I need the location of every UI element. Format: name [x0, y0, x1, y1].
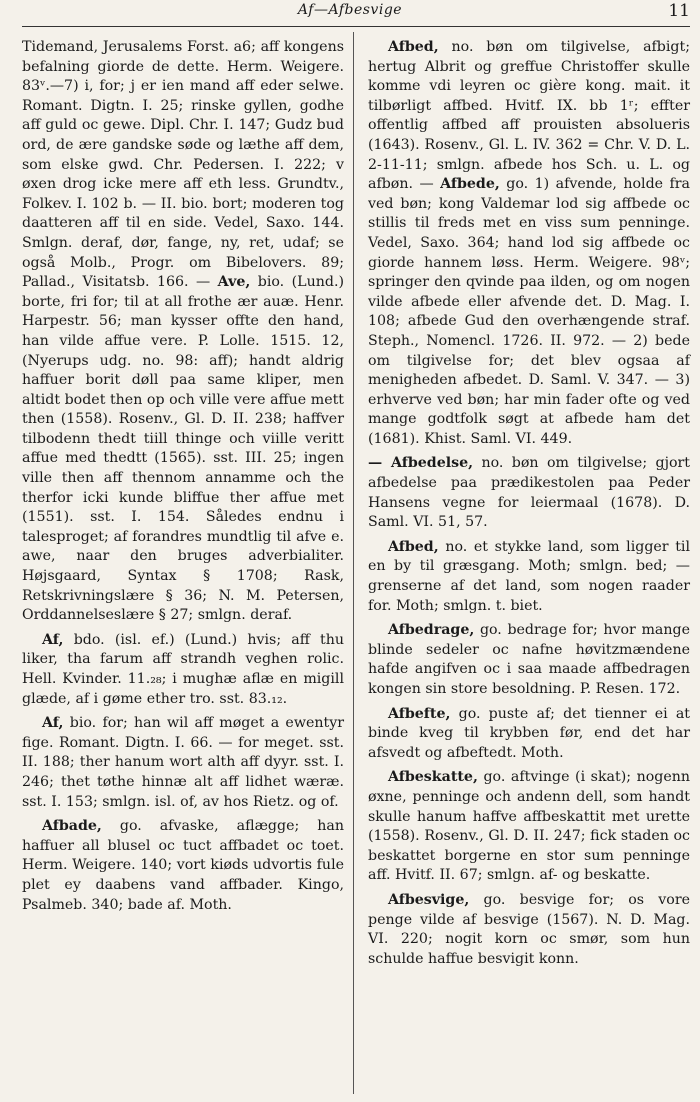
- headword: Afbesvige,: [388, 891, 470, 908]
- page-header: [0, 0, 700, 24]
- entry-text: bio. for; han wil aff møget a ewentyr fige. Romant. Digtn. I. 66. — for meget. sst. II. 188; ther hanum wort alth aff dyyr. sst. I. 246; thet tøthe hinnæ alt aff lidhet wæræ. sst. I. 153; smlgn. isl. of, av hos Rietz. og of.: [22, 715, 344, 810]
- entry-text: no. bøn om tilgivelse; gjort afbedelse paa prædikestolen paa Peder Hansens vegne for leiermaal (1678). D. Saml. VI. 51, 57.: [368, 455, 690, 531]
- headword: Afbed,: [388, 538, 439, 555]
- entry-afbedelse: [368, 454, 690, 532]
- headword: Ave,: [217, 274, 251, 291]
- entry-afbeskatte: [368, 768, 690, 886]
- entry-afbed-land: [368, 538, 690, 616]
- header-rule: [22, 26, 690, 27]
- right-column: [368, 38, 690, 974]
- entry-afbed: [368, 38, 690, 449]
- entry-text: no. et stykke land, som ligger til en by til græsgang. Moth; smlgn. bed; — grenserne af det land, som nogen raader for. Moth; smlgn. t. biet.: [368, 538, 690, 614]
- headword: — Afbedelse,: [368, 455, 474, 472]
- entry-af-bio: [22, 714, 344, 812]
- entry-text: go. afvaske, aflægge; han haffuer all blusel oc tuct affbadet oc toet. Herm. Weigere. 140; vort kiøds udvortis fule plet ey daabens vand affbader. Kingo, Psalmeb. 340; bade af. Moth.: [22, 818, 344, 913]
- headword: Afbefte,: [388, 705, 451, 722]
- entry-afbesvige: [368, 891, 690, 969]
- left-column: [22, 38, 344, 920]
- entry-text: bio. (Lund.) borte, fri for; til at all frothe ær auæ. Henr. Harpestr. 56; man kysser offte den hand, han vilde affue vere. P. Lolle. 1515. 12, (Nyerups udg. no. 98: aff); handt aldrig haffuer borit døll paa same kliper, men altidt bodet then op och ville vere affue mett then (1558). Rosenv., Gl. D. II. 238; haffver tilbodenn thedt tiill thinge och viille veritt affue med thedtt (1565). sst. III. 25; ingen ville then aff thennom annamme och the therfor icki kunde bliffue ther affue met (1551). sst. I. 154. Således endnu i talesproget; af forandres mundtlig til afve e. awe, naar den bruges adverbialiter. Højsgaard, Syntax § 1708; Rask, Retskrivningslære § 36; N. M. Petersen, Orddannelseslære § 27; smlgn. deraf.: [22, 274, 344, 624]
- headword: Afbade,: [42, 818, 102, 835]
- entry-text: go. 1) afvende, holde fra ved bøn; kong Valdemar lod sig affbede oc stillis til freds met en viss sum penninge. Vedel, Saxo. 364; hand lod sig affbede oc giorde hannem løss. Herm. Weigere. 98ᵛ; springer den qvinde paa ilden, og om nogen vilde afbede eller afvende det. D. Mag. I. 108; afbede Gud den overhængende straf. Steph., Nomencl. 1726. II. 972. — 2) bede om tilgivelse for; det blev ogsaa af menigheden afbedet. D. Saml. V. 347. — 3) erhverve ved bøn; har min fader ofte og ved mange godtfolk søgt at afbede ham det (1681). Khist. Saml. VI. 449.: [368, 176, 691, 447]
- headword: Afbedrage,: [388, 622, 475, 639]
- entry-text: Tidemand, Jerusalems Forst. a6; aff kongens befalning giorde de dette. Herm. Weigere. 83ᵛ.—7) i, for; j er ien mand aff eder selwe. Romant. Digtn. I. 25; rinske gyllen, godhe aff guld oc gewe. Dipl. Chr. I. 147; Gudz bud ord, de ære gandske søde og læthe aff dem, som elske gwd. Chr. Pedersen. I. 222; v øxen drog icke mere aff eth less. Grundtv., Folkev. I. 102 b. — II. bio. bort; moderen tog daatteren aff til en side. Vedel, Saxo. 144. Smlgn. deraf, dør, fange, ny, ret, udaf; se også Molb., Progr. om Bibelovers. 89; Pallad., Visitatsb. 166. —: [22, 39, 344, 291]
- entry-text: no. bøn om tilgivelse, afbigt; hertug Albrit og greffue Christoffer skulle komme vdi leyren oc gière kong. mait. it tilbørligt affbed. Hvitf. IX. bb 1ʳ; effter offentlig affbed aff prouisten absolueris (1643). Rosenv., Gl. L. IV. 362 = Chr. V. D. L. 2-11-11; smlgn. afbede hos Sch. u. L. og afbøn. —: [368, 39, 690, 193]
- headword: Afbeskatte,: [388, 769, 478, 786]
- entry-text: bdo. (isl. ef.) (Lund.) hvis; aff thu liker, tha farum aff strandh veghen rolic. Hell. Kvinder. 11.₂₈; i mughæ aflæ en migill glæde, af i gøme ether tro. sst. 83.₁₂.: [22, 631, 345, 707]
- running-title: Af—Afbesvige: [297, 2, 403, 18]
- entry-af-bdo: [22, 631, 344, 709]
- headword: Af,: [42, 631, 64, 648]
- entry-afbedrage: [368, 621, 690, 699]
- headword: Af,: [42, 715, 64, 732]
- entry-afbade: [22, 817, 344, 915]
- entry-text: go. aftvinge (i skat); nogenn øxne, penninge och andenn dell, som handt skulle hanum haffve affbeskattit met urette (1558). Rosenv., Gl. D. II. 247; fick staden oc beskattet borgerne en stor sum penninge aff. Hvitf. II. 67; smlgn. af- og beskatte.: [368, 769, 691, 884]
- headword: Afbed,: [388, 39, 439, 55]
- page-number: 11: [668, 1, 690, 21]
- column-divider: [353, 32, 354, 1094]
- entry-afbefte: [368, 705, 690, 764]
- entry-text: go. puste af; det tienner ei at binde kveg til krybben før, end det har afsvedt og afbeftedt. Moth.: [368, 705, 691, 761]
- entry-text: go. besvige for; os vore penge vilde af besvige (1567). N. D. Mag. VI. 220; nogit korn oc smør, som hun schulde haffue besvigit konn.: [368, 891, 690, 967]
- entry-text: go. bedrage for; hvor mange blinde sedeler oc nafne høvitzmændene hafde angifven oc i saa maade affbedragen kongen sin store besoldning. P. Resen. 172.: [368, 622, 690, 697]
- entry-af-continued: [22, 38, 344, 626]
- headword: Afbede,: [440, 176, 500, 193]
